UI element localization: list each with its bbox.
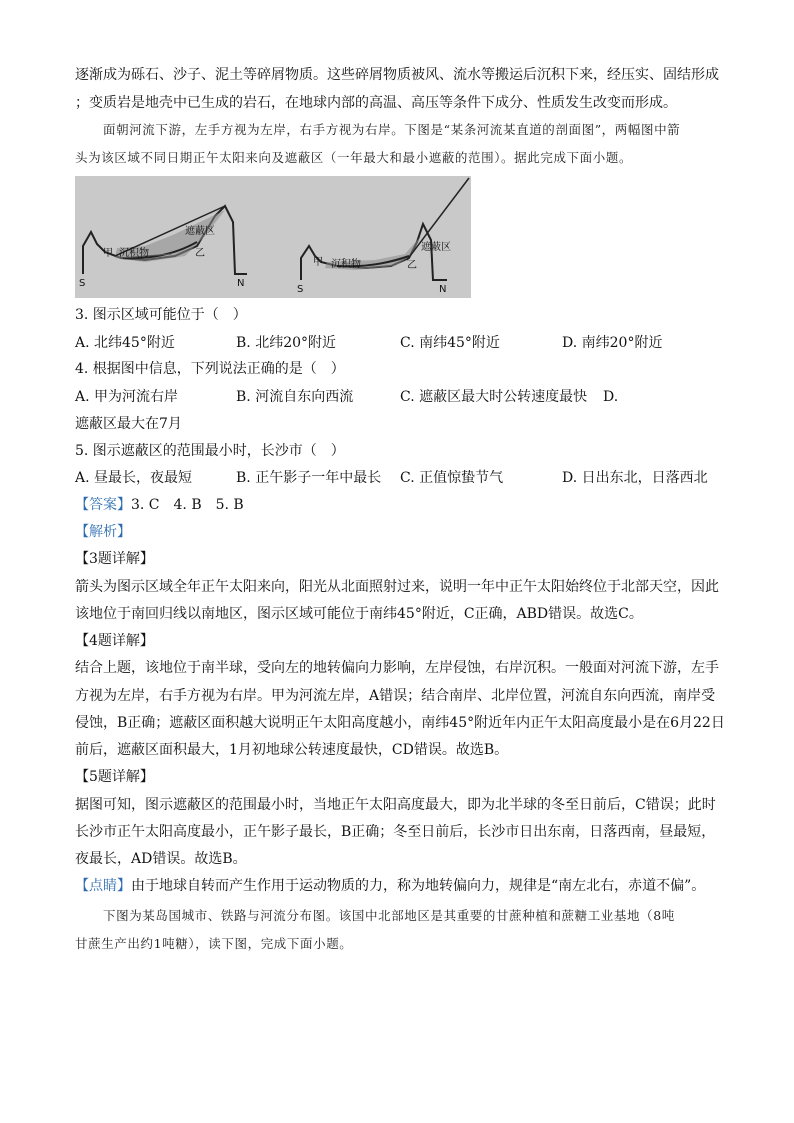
- detail-4-text: 结合上题，该地位于南半球，受向左的地转偏向力影响，左岸侵蚀，右岸沉积。一般面对河流下游，左手: [75, 660, 719, 676]
- label-south: S: [79, 278, 86, 289]
- detail-5-text: 据图可知，图示遮蔽区的范围最小时，当地正午太阳高度最大，即为北半球的冬至日前后，C错误；此时: [75, 797, 716, 813]
- label-sediment: 沉积物: [331, 259, 361, 270]
- answer-text: 3. C 4. B 5. B: [131, 497, 244, 513]
- detail-3-text: 箭头为图示区域全年正午太阳来向，阳光从北面照射过来，说明一年中正午太阳始终位于北部天空，因此: [75, 579, 719, 595]
- profile-diagram-left: [79, 206, 247, 289]
- label-sediment: 沉积物: [119, 248, 149, 259]
- tip-line: [75, 876, 705, 896]
- next-question-intro: 甘蔗生产出约1吨糖），读下图，完成下面小题。: [75, 936, 353, 951]
- q5-option-a: A. 昼最长，夜最短: [75, 470, 193, 486]
- q3-option-b: B. 北纬20°附近: [236, 335, 337, 351]
- label-north: N: [237, 278, 245, 289]
- detail-3-text: 该地位于南回归线以南地区，图示区域可能位于南纬45°附近，C正确，ABD错误。故选C。: [75, 606, 643, 622]
- analysis-label: 【解析】: [75, 524, 131, 540]
- question-4-stem: 4. 根据图中信息，下列说法正确的是（ ）: [75, 361, 345, 377]
- detail-4-text: 方视为左岸，右手方视为右岸。甲为河流左岸，A错误；结合南岸、北岸位置，河流自东向西流，南岸受: [75, 688, 716, 704]
- q3-option-a: A. 北纬45°附近: [75, 335, 175, 351]
- answer-label: 【答案】: [75, 497, 131, 513]
- tip-text: 由于地球自转而产生作用于运动物质的力，称为地转偏向力，规律是“南左北右，赤道不偏”。: [131, 878, 706, 894]
- detail-3-title: 【3题详解】: [75, 551, 154, 567]
- question-3-stem: 3. 图示区域可能位于（ ）: [75, 307, 247, 323]
- detail-4-text: 前后，遮蔽区面积最大，1月初地球公转速度最快，CD错误。故选B。: [75, 742, 509, 758]
- text-line: ；变质岩是地壳中已生成的岩石，在地球内部的高温、高压等条件下成分、性质发生改变而形成。: [75, 95, 677, 111]
- q4-option-b: B. 河流自东向西流: [236, 389, 354, 405]
- q3-option-c: C. 南纬45°附近: [400, 335, 500, 351]
- text-line: 逐渐成为砾石、沙子、泥土等碎屑物质。这些碎屑物质被风、流水等搬运后沉积下来，经压实、固结形成: [75, 67, 719, 83]
- question-intro: 面朝河流下游，左手方视为左岸，右手方视为右岸。下图是“某条河流某直道的剖面图”，两幅图中箭: [103, 122, 681, 137]
- question-intro: 头为该区域不同日期正午太阳来向及遮蔽区（一年最大和最小遮蔽的范围）。据此完成下面小题。: [75, 150, 633, 165]
- label-south: S: [297, 284, 304, 295]
- q3-option-d: D. 南纬20°附近: [562, 335, 663, 351]
- tip-label: 【点睛】: [75, 878, 131, 894]
- q4-option-a: A. 甲为河流右岸: [75, 389, 179, 405]
- q5-option-b: B. 正午影子一年中最长: [236, 470, 382, 486]
- label-yi: 乙: [195, 248, 205, 259]
- label-north: N: [439, 284, 447, 295]
- question-5-stem: 5. 图示遮蔽区的范围最小时，长沙市（ ）: [75, 443, 345, 459]
- profile-diagram-right: [297, 178, 469, 295]
- q4-option-c: C. 遮蔽区最大时公转速度最快: [400, 389, 588, 405]
- label-jia: 甲: [103, 248, 113, 259]
- detail-4-title: 【4题详解】: [75, 633, 154, 649]
- label-jia: 甲: [313, 257, 323, 268]
- label-shade-area: 遮蔽区: [421, 242, 451, 253]
- label-yi: 乙: [407, 260, 417, 271]
- next-question-intro: 下图为某岛国城市、铁路与河流分布图。该国中北部地区是其重要的甘蔗种植和蔗糖工业基地（8吨: [103, 908, 675, 923]
- q4-option-d-text: 遮蔽区最大在7月: [75, 416, 182, 432]
- detail-5-text: 长沙市正午太阳高度最小，正午影子最长，B正确；冬至日前后，长沙市日出东南，日落西南，昼最短，: [75, 824, 716, 840]
- q5-option-c: C. 正值惊蛰节气: [400, 470, 504, 486]
- q4-option-d: D.: [603, 389, 619, 405]
- detail-5-title: 【5题详解】: [75, 769, 154, 785]
- detail-4-text: 侵蚀，B正确；遮蔽区面积越大说明正午太阳高度越小，南纬45°附近年内正午太阳高度最小是在6月22日: [75, 715, 725, 731]
- answer-line: [75, 495, 244, 515]
- river-profile-figure: [75, 176, 471, 298]
- label-shade-area: 遮蔽区: [185, 226, 215, 237]
- detail-5-text: 夜最长，AD错误。故选B。: [75, 851, 247, 867]
- q5-option-d: D. 日出东北，日落西北: [562, 470, 708, 486]
